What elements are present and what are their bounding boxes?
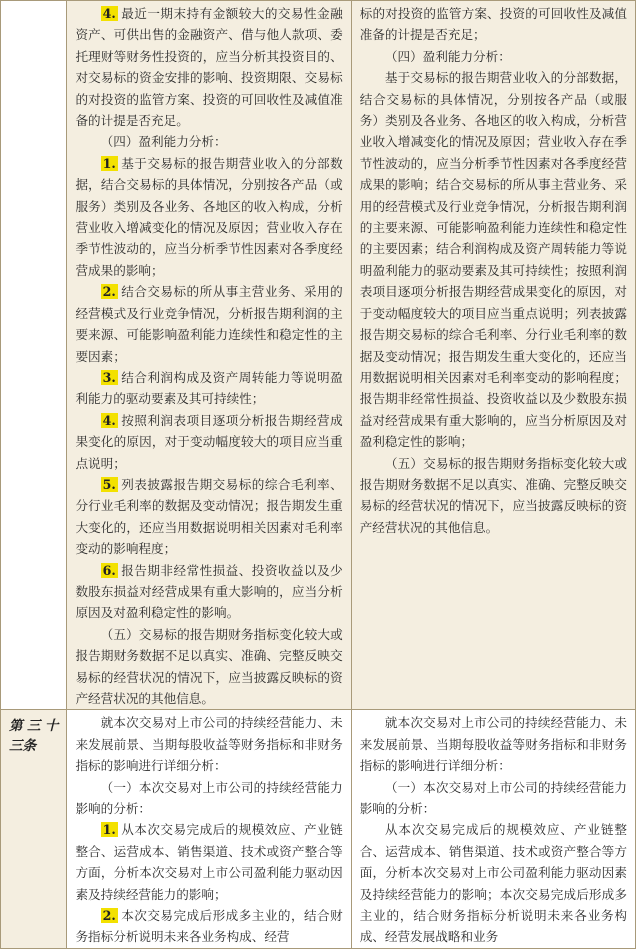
section-heading	[360, 46, 627, 67]
item-text: 本次交易完成后形成多主业的，结合财务指标分析说明未来各业务构成、经营	[75, 908, 343, 945]
item-text: 列表披露报告期交易标的综合毛利率、分行业毛利率的数据及变动情况；报告期发生重大变化的，还应当用数据说明相关因素对毛利率变动的影响程度；	[75, 476, 343, 557]
numbered-item	[75, 560, 342, 624]
section-heading	[75, 131, 342, 152]
new-rule-cell	[351, 710, 635, 948]
item-text: 就本次交易对上市公司的持续经营能力、未来发展前景、当期每股收益等财务指标和非财务指标的影响进行详细分析：	[359, 715, 627, 774]
item-number-highlight: 5.	[102, 476, 116, 492]
numbered-item	[75, 3, 342, 131]
paragraph	[360, 712, 627, 776]
paragraph	[75, 624, 342, 710]
item-number-highlight: 1.	[102, 155, 116, 171]
paragraph	[360, 819, 627, 947]
numbered-item	[75, 410, 342, 474]
item-text: 从本次交易完成后的规模效应、产业链整合、运营成本、销售渠道、技术或资产整合等方面，分析本次交易对上市公司盈利能力驱动因素及持续经营能力的影响；	[75, 822, 343, 902]
item-text: （五）交易标的报告期财务指标变化较大或报告期财务数据不足以真实、准确、完整反映交易标的经营状况的情况下，应当披露反映标的资产经营状况的其他信息。	[75, 626, 343, 706]
paragraph	[360, 453, 627, 539]
item-number-highlight: 4.	[102, 6, 116, 21]
item-text: （四）盈利能力分析：	[100, 134, 227, 150]
old-rule-cell	[67, 1, 351, 710]
item-text: 标的对投资的监管方案、投资的可回收性及减值准备的计提是否充足；	[359, 6, 627, 43]
article-cell-empty	[1, 1, 67, 710]
item-text: 结合利润构成及资产周转能力等说明盈利能力的驱动要素及其可持续性；	[75, 369, 343, 407]
old-rule-cell	[67, 710, 351, 948]
item-text: 结合交易标的所从事主营业务、采用的经营模式及行业竞争情况，分析报告期利润的主要来源、可能影响盈利能力连续性和稳定性的主要因素；	[75, 284, 343, 364]
numbered-item	[75, 474, 342, 560]
item-text: 基于交易标的报告期营业收入的分部数据，结合交易标的具体情况，分别按各产品（或服务）类别及各业务、各地区的收入构成，分析营业收入增减变化的情况及原因；营业收入存在季节性波动的，应当分析季节性因素对各季度经营成果的影响；	[75, 155, 343, 278]
item-number-highlight: 2.	[102, 908, 116, 924]
item-text: 报告期非经常性损益、投资收益以及少数股东损益对经营成果有重大影响的，应当分析原因及对盈利稳定性的影响。	[75, 562, 343, 621]
item-number-highlight: 3.	[102, 369, 116, 385]
item-text: 从本次交易完成后的规模效应、产业链整合、运营成本、销售渠道、技术或资产整合等方面，分析本次交易对上市公司盈利能力驱动因素及持续经营能力的影响；本次交易完成后形成多主业的，结合财务指标分析说明未来各业务构成、经营发展战略和业务	[359, 822, 627, 945]
numbered-item	[75, 367, 342, 410]
article-label: 第三十三条	[9, 718, 59, 755]
item-number-highlight: 6.	[102, 562, 116, 578]
paragraph	[75, 712, 342, 776]
item-text: （五）交易标的报告期财务指标变化较大或报告期财务数据不足以真实、准确、完整反映交易标的经营状况的情况下，应当披露反映标的资产经营状况的其他信息。	[359, 455, 627, 535]
item-text: （一）本次交易对上市公司的持续经营能力影响的分析：	[359, 779, 627, 817]
item-text: 基于交易标的报告期营业收入的分部数据，结合交易标的具体情况，分别按各产品（或服务）类别及各业务、各地区的收入构成，分析营业收入增减变化的情况及原因；营业收入存在季节性波动的，应当分析季节性因素对各季度经营成果的影响；结合交易标的所从事主营业务、采用的经营模式及行业竞争情况，分析报告期利润的主要来源、可能影响盈利能力连续性和稳定性的主要因素；结合利润构成及资产周转能力等说明盈利能力的驱动要素及其可持续性；按照利润表项目逐项分析报告期经营成果变化的原因，对于变动幅度较大的项目应当重点说明；列表披露报告期交易标的综合毛利率、分行业毛利率的数据及变动情况；报告期发生重大变化的，还应当用数据说明相关因素对毛利率变动的影响程度；报告期非经常性损益、投资收益以及少数股东损益对经营成果有重大影响的，应当分析原因及对盈利稳定性的影响；	[359, 70, 627, 450]
item-text: （一）本次交易对上市公司的持续经营能力影响的分析：	[75, 779, 343, 817]
table-row	[1, 710, 636, 948]
item-number-highlight: 2.	[102, 284, 116, 300]
numbered-item	[75, 905, 342, 948]
numbered-item	[75, 819, 342, 905]
paragraph	[360, 3, 627, 46]
numbered-item	[75, 153, 342, 281]
paragraph	[360, 777, 627, 820]
item-text: 按照利润表项目逐项分析报告期经营成果变化的原因，对于变动幅度较大的项目应当重点说明；	[75, 412, 343, 471]
item-text: 最近一期末持有金额较大的交易性金融资产、可供出售的金融资产、借与他人款项、委托理财等财务性投资的，应当分析其投资目的、对交易标的资金安排的影响、投资期限、交易标的对投资的监管方案、投资的可回收性及减值准备的计提是否充足。	[75, 6, 343, 129]
item-number-highlight: 4.	[102, 412, 116, 428]
item-text: 就本次交易对上市公司的持续经营能力、未来发展前景、当期每股收益等财务指标和非财务指标的影响进行详细分析：	[75, 715, 343, 774]
paragraph	[360, 67, 627, 452]
table-row	[1, 1, 636, 710]
new-rule-cell	[351, 1, 635, 710]
numbered-item	[75, 281, 342, 367]
article-cell	[1, 710, 67, 948]
paragraph	[75, 777, 342, 820]
item-number-highlight: 1.	[102, 822, 116, 838]
item-text: （四）盈利能力分析：	[384, 48, 511, 64]
